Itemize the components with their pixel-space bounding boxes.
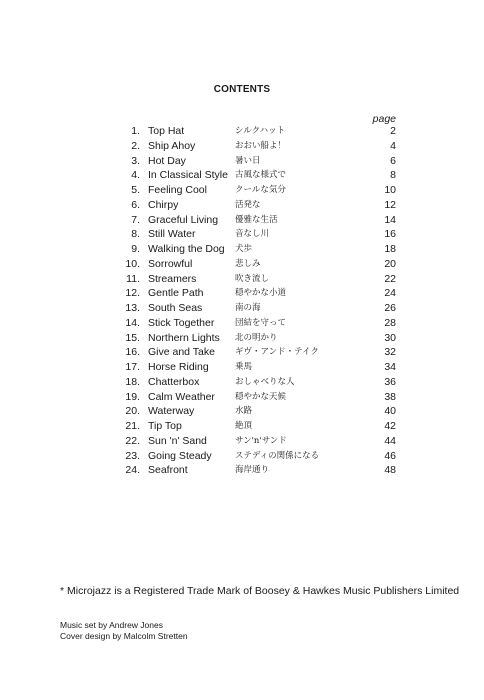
toc-entry-number: 19. <box>125 390 140 403</box>
toc-entry-japanese-title: 活発な <box>235 199 261 210</box>
toc-entry-japanese-title: 穏やかな小道 <box>235 288 287 299</box>
toc-entry <box>110 331 400 346</box>
toc-entry <box>110 404 400 419</box>
toc-entry-title: In Classical Style <box>148 169 228 182</box>
toc-entry-page: 36 <box>384 375 396 388</box>
toc-entry-title: Hot Day <box>148 154 186 167</box>
toc-entry <box>110 301 400 316</box>
toc-entry-title: Streamers <box>148 272 197 285</box>
toc-entry-title: Tip Top <box>148 420 182 432</box>
toc-entry-japanese-title: 水路 <box>235 406 253 417</box>
toc-entry-title: Northern Lights <box>148 331 220 344</box>
toc-entry-title: Ship Ahoy <box>148 139 196 152</box>
toc-entry <box>110 360 400 375</box>
toc-entry-number: 5. <box>131 184 140 196</box>
toc-entry-page: 30 <box>384 331 396 344</box>
toc-entry-page: 4 <box>390 139 396 152</box>
toc-entry-japanese-title: 吹き流し <box>235 273 270 284</box>
toc-entry-japanese-title: サン'n'サンド <box>235 435 287 446</box>
toc-entry-japanese-title: 犬歩 <box>235 244 253 254</box>
toc-entry-title: Still Water <box>148 228 196 241</box>
toc-entry-page: 2 <box>390 125 396 137</box>
toc-entry-number: 21. <box>125 420 140 432</box>
toc-entry-japanese-title: 絶頂 <box>235 421 253 431</box>
toc-entry-number: 20. <box>125 405 140 418</box>
toc-entry-page: 32 <box>384 346 396 359</box>
toc-entry <box>110 272 400 287</box>
toc-entry-title: Sorrowful <box>148 257 193 270</box>
toc-entry-title: Calm Weather <box>148 390 215 403</box>
toc-entry <box>110 449 400 464</box>
toc-entry-page: 16 <box>384 228 396 241</box>
toc-entry-page: 28 <box>384 316 396 329</box>
toc-entry-number: 3. <box>131 154 140 167</box>
toc-entry-number: 9. <box>131 243 140 255</box>
toc-entry-page: 44 <box>384 434 396 447</box>
toc-entry-number: 12. <box>125 287 140 300</box>
toc-entry-page: 26 <box>384 302 396 314</box>
toc-entry-number: 24. <box>125 464 140 477</box>
toc-entry-japanese-title: 優雅な生活 <box>235 214 278 225</box>
toc-entry-japanese-title: おしゃべりな人 <box>235 376 295 387</box>
toc-entry-page: 48 <box>384 464 396 477</box>
toc-entry-japanese-title: 穏やかな天候 <box>235 391 287 402</box>
page-column-label: page <box>372 113 396 125</box>
toc-entry <box>110 419 400 434</box>
toc-entry-number: 17. <box>125 361 140 373</box>
toc-entry-title: Going Steady <box>148 449 212 462</box>
toc-entry-page: 42 <box>384 420 396 432</box>
toc-entry-title: Gentle Path <box>148 287 204 300</box>
toc-entry-japanese-title: 南の海 <box>235 303 261 313</box>
toc-entry <box>110 227 400 242</box>
credit-line-music-set: Music set by Andrew Jones <box>60 620 163 630</box>
toc-entry-number: 4. <box>131 169 140 182</box>
toc-entry-title: Stick Together <box>148 316 215 329</box>
page-title: CONTENTS <box>213 84 271 95</box>
toc-entry-title: Chirpy <box>148 198 179 211</box>
toc-entry-japanese-title: 乗馬 <box>235 362 253 372</box>
trademark-notice: * Microjazz is a Registered Trade Mark of Boosey & Hawkes Music Publishers Limited <box>60 585 460 597</box>
toc-entry-number: 11. <box>126 272 140 285</box>
toc-entry-number: 13. <box>125 302 140 314</box>
toc-entry <box>110 286 400 301</box>
toc-entry <box>110 242 400 257</box>
toc-entry-page: 6 <box>390 154 396 167</box>
toc-entry-title: Waterway <box>148 405 195 418</box>
toc-entry-page: 34 <box>384 361 396 373</box>
toc-entry-number: 8. <box>131 228 140 241</box>
toc-entry-page: 12 <box>384 198 396 211</box>
toc-entry-japanese-title: ステディの関係になる <box>235 450 320 461</box>
toc-entry <box>110 316 400 331</box>
credits <box>60 620 188 642</box>
toc-entry-japanese-title: ギヴ・アンド・テイク <box>235 347 319 358</box>
toc-entry-number: 7. <box>131 213 140 226</box>
toc-entry-title: Chatterbox <box>148 375 200 388</box>
toc-entry <box>110 168 400 183</box>
toc-entry-number: 18. <box>125 375 140 388</box>
toc-entry-number: 23. <box>125 449 140 462</box>
toc-entry <box>110 390 400 405</box>
toc-entry-title: Graceful Living <box>148 213 219 226</box>
toc-entry-japanese-title: おおい船よ！ <box>235 140 287 151</box>
toc-entry-title: Walking the Dog <box>148 243 225 255</box>
toc-entry-page: 18 <box>384 243 396 255</box>
toc-entry <box>110 434 400 449</box>
toc-entry-title: Feeling Cool <box>148 184 207 196</box>
toc-entry-japanese-title: シルクハット <box>235 126 286 136</box>
toc-entry-number: 14. <box>125 316 140 329</box>
toc-entry-number: 16. <box>125 346 140 359</box>
toc-entry <box>110 213 400 228</box>
toc-entry-number: 10. <box>125 257 140 270</box>
toc-entry-number: 1. <box>131 125 140 137</box>
toc-entry <box>110 257 400 272</box>
toc-entry-japanese-title: 暑い日 <box>235 155 261 166</box>
toc-entry-page: 10 <box>384 184 396 196</box>
toc-entry-page: 46 <box>384 449 396 462</box>
toc-entry-japanese-title: 団結を守って <box>235 317 287 328</box>
toc-entry-japanese-title: クールな気分 <box>235 185 286 195</box>
toc-entry-number: 15. <box>125 331 140 344</box>
toc-entry-page: 20 <box>384 257 396 270</box>
toc-entry <box>110 183 400 198</box>
toc-entry-japanese-title: 悲しみ <box>235 258 261 269</box>
toc-entry-title: Give and Take <box>148 346 215 359</box>
toc-entry-page: 24 <box>384 287 396 300</box>
toc-entry-page: 22 <box>384 272 396 285</box>
toc-entry <box>110 345 400 360</box>
toc-entry-page: 40 <box>384 405 396 418</box>
toc-entry-number: 6. <box>131 198 140 211</box>
toc-entry <box>110 375 400 390</box>
toc-entry-japanese-title: 音なし川 <box>235 229 270 240</box>
toc-entry-title: Sun 'n' Sand <box>148 434 207 447</box>
toc-entry-japanese-title: 古風な様式で <box>235 170 287 181</box>
toc-entry <box>110 198 400 213</box>
toc-entry <box>110 154 400 169</box>
toc-entry-title: Horse Riding <box>148 361 209 373</box>
toc-entry <box>110 139 400 154</box>
toc-entry-japanese-title: 海岸通り <box>235 465 270 476</box>
toc-entry-number: 2. <box>131 139 140 152</box>
toc-entry <box>110 463 400 478</box>
toc-entry-title: Top Hat <box>148 125 185 137</box>
toc-entry-japanese-title: 北の明かり <box>235 332 278 343</box>
toc-entry-page: 38 <box>384 390 396 403</box>
toc-entry-title: Seafront <box>148 464 188 477</box>
toc-entry-page: 8 <box>390 169 396 182</box>
table-of-contents <box>110 124 400 478</box>
toc-entry-number: 22. <box>125 434 140 447</box>
credit-line-cover-design: Cover design by Malcolm Stretten <box>60 631 188 641</box>
toc-entry-title: South Seas <box>148 302 203 314</box>
toc-entry <box>110 124 400 139</box>
toc-entry-page: 14 <box>384 213 396 226</box>
